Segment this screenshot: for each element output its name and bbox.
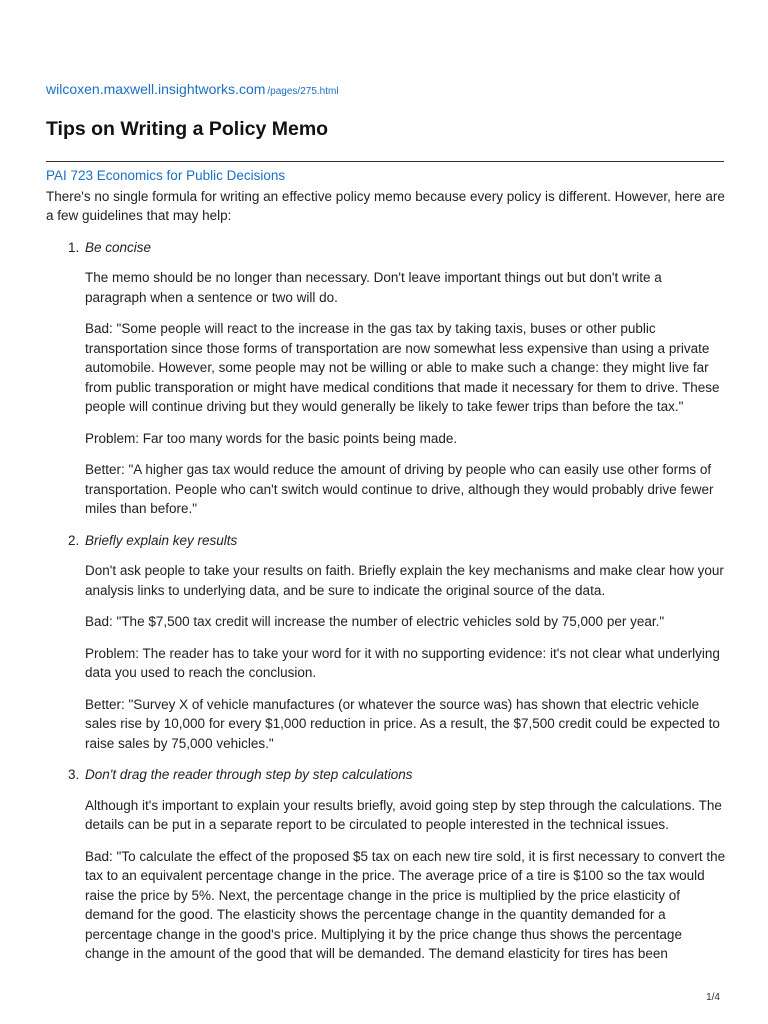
tip-number: 3.: [68, 767, 80, 782]
document-body: [46, 166, 726, 976]
tip-paragraph: Don't ask people to take your results on faith. Briefly explain the key mechanisms and make clear how your analysis links to underlying data, and be sure to indicate the original source of the data.: [85, 563, 724, 598]
tip-number: 2.: [68, 532, 80, 548]
course-link[interactable]: PAI 723 Economics for Public Decisions: [46, 168, 286, 183]
tip-heading: Briefly explain key results: [85, 532, 238, 548]
bad-example: Bad: "Some people will react to the increase in the gas tax by taking taxis, buses or other public transportation since those forms of transportation are now somewhat less expensive than using a private automobile. However, some people may not be willing or able to make such a change: they might live far from public transporation or might have medical conditions that made it necessary for them to drive. These people will continue driving but they would generally be likely to take fewer trips than before the tax.": [85, 321, 720, 414]
tip-item-1: [46, 238, 726, 519]
title-divider: [46, 161, 724, 162]
source-url: [46, 81, 339, 99]
bad-example: Bad: "To calculate the effect of the proposed $5 tax on each new tire sold, it is first necessary to convert the tax to an equivalent percentage change in the price. The average price of a tire is $100 so the tax would raise the price by 5%. Next, the percentage change in the price is multiplied by the price elasticity of demand for the good. The elasticity shows the percentage change in the quantity demanded for a percentage change in the good's price. Multiplying it by the price change thus shows the percentage change in the amount of the good that will be demanded. The demand elasticity for tires has been: [85, 848, 726, 961]
source-path-link[interactable]: /pages/275.html: [267, 86, 339, 97]
problem-note: Problem: Far too many words for the basic points being made.: [85, 430, 458, 446]
tip-item-2: [46, 531, 726, 754]
bad-example: Bad: "The $7,500 tax credit will increase the number of electric vehicles sold by 75,000 per year.": [85, 614, 665, 629]
better-example: Better: "A higher gas tax would reduce the amount of driving by people who can easily use other forms of transportation. People who can't switch would continue to drive, although they would probably drive fewer miles than before.": [85, 462, 714, 516]
tip-heading: Be concise: [85, 239, 152, 255]
source-domain-link[interactable]: wilcoxen.maxwell.insightworks.com: [46, 81, 266, 97]
better-example: Better: "Survey X of vehicle manufactures (or whatever the source was) has shown that electric vehicle sales rise by 10,000 for every $1,000 reduction in price. As a result, the $7,500 credit could be expected to raise sales by 75,000 vehicles.": [85, 696, 720, 751]
page-number: 1/4: [706, 992, 720, 1003]
page-title: Tips on Writing a Policy Memo: [46, 118, 329, 140]
tip-number: 1.: [68, 239, 80, 255]
tip-item-3: [46, 765, 726, 964]
tips-list: [46, 238, 726, 964]
intro-paragraph: There's no single formula for writing an effective policy memo because every policy is different. However, here are a few guidelines that may help:: [46, 188, 725, 223]
problem-note: Problem: The reader has to take your word for it with no supporting evidence: it's not clear what underlying data you used to reach the conclusion.: [85, 645, 720, 680]
tip-paragraph: Although it's important to explain your results briefly, avoid going step by step through the calculations. The details can be put in a separate report to be circulated to people interested in the technical issues.: [85, 797, 722, 832]
tip-heading: Don't drag the reader through step by step calculations: [85, 767, 413, 782]
tip-paragraph: The memo should be no longer than necessary. Don't leave important things out but don't write a paragraph when a sentence or two will do.: [85, 270, 662, 305]
